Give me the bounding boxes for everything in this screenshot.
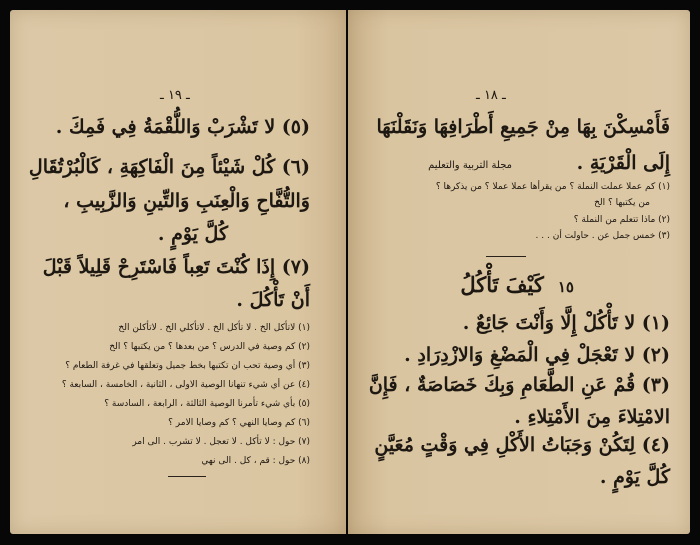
exercise-line: (٥) بأي شيء تأمرنا الوصية الثالثة ، الرابعة ، السادسة ؟ <box>104 399 310 409</box>
exercise-line: من يكتبها ؟ الخ <box>594 198 650 208</box>
text-line: وَالتُّفَّاحِ وَالْعِنَبِ وَالتِّينِ وَالزَّبِيبِ ، <box>63 190 310 212</box>
right-page <box>348 10 690 534</box>
text-line: (٤) لِتَكُنْ وَجَبَاتُ الأَكْلِ فِي وَقْتٍ مُعَيَّنٍ <box>374 434 670 456</box>
exercise-line: (٣) أي وصية تحب ان تكتبها بخط جميل وتعلقها في غرفة الطعام ؟ <box>65 361 310 371</box>
text-line: (٥) لا تَشْرَبْ وَاللُّقْمَةُ فِي فَمِكَ . <box>55 116 310 138</box>
text-line: الامْتِلاءَ مِنَ الأَمْتِلاءِ . <box>514 406 670 428</box>
source-credit: مجلة التربية والتعليم <box>428 160 512 171</box>
exercise-line: (٣) خمس جمل عن . حاولت أن . . . <box>535 231 670 241</box>
exercise-line: (٨) حول : قم ، كل . الى نهي <box>201 456 310 466</box>
text-line: فَأَمْسِكْنَ بِهَا مِنْ جَمِيعِ أَطْرَافِهَا وَنَقَلْنَهَا <box>376 116 670 138</box>
text-line: إِلَى الْقَرْيَةِ . <box>576 152 670 174</box>
text-line: (٣) قُمْ عَنِ الطَّعَامِ وَبِكَ خَصَاصَةٌ ، فَإِنَّ <box>368 374 670 396</box>
text-line: (٧) إِذَا كُنْتَ تَعِباً فَاسْتَرِحْ قَلِيلاً قَبْلَ <box>42 256 310 278</box>
exercise-line: (٤) عن أي شيء تنهانا الوصية الاولى ، الثانية ، الخامسة ، السابعة ؟ <box>61 380 310 390</box>
text-line: (١) لا تَأْكُلْ إِلَّا وَأَنْتَ جَائِعٌ . <box>462 312 670 334</box>
exercise-line: (٢) ماذا تتعلم من النملة ؟ <box>573 215 670 225</box>
text-line: كُلَّ يَوْمٍ . <box>599 466 670 488</box>
lesson-number: ١٥ <box>557 278 574 296</box>
end-rule <box>168 476 206 477</box>
exercise-line: (٢) كم وصية في الدرس ؟ من بعدها ؟ من يكتبها ؟ الخ <box>109 342 310 352</box>
text-line: (٢) لا تَعْجَلْ فِي الْمَضْغِ وَالازْدِرَادِ . <box>404 344 670 366</box>
exercise-line: (٦) كم وصايا النهي ؟ كم وصايا الامر ؟ <box>168 418 310 428</box>
lesson-title: كَيْفَ تَأْكُلُ <box>460 272 544 297</box>
text-line: أَنْ تَأْكُلَ . <box>236 289 310 311</box>
section-rule <box>486 256 526 257</box>
exercise-line: (١) لاتأكل الخ . لا تأكل الخ . لاتأكلي الخ . لاتأكلن الخ <box>118 323 310 333</box>
page-number: ـ ١٩ ـ <box>160 88 190 103</box>
text-line: (٦) كُلْ شَيْئاً مِنَ الْفَاكِهَةِ ، كَالْبُرْتُقَالِ <box>28 156 310 178</box>
lesson-heading <box>460 272 574 297</box>
text-line: كُلَّ يَوْمٍ . <box>157 223 228 245</box>
page-number: ـ ١٨ ـ <box>476 88 506 103</box>
left-page <box>10 10 346 534</box>
exercise-line: (٧) حول : لا تأكل . لا تعجل . لا تشرب . الى امر <box>132 437 310 447</box>
exercise-line: (١) كم عملا عملت النملة ؟ من يقرأها عملا عملا ؟ من يذكرها ؟ <box>435 182 670 192</box>
